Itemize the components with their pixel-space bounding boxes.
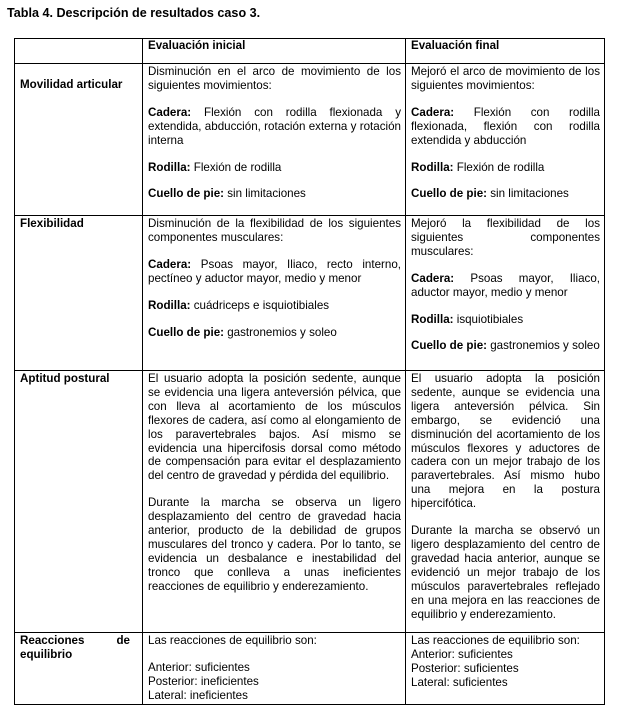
table-row — [15, 64, 605, 216]
cell-paragraph: Disminución en el arco de movimiento de los siguientes movimientos: — [148, 65, 401, 92]
cell-line: Las reacciones de equilibrio son: — [411, 634, 580, 647]
bold-term: Cuello de pie: — [411, 339, 488, 353]
cell-paragraph — [148, 326, 401, 340]
cell-paragraph — [411, 187, 600, 201]
cell-paragraph: El usuario adopta la posición sedente, aunque se evidencia una ligera anteversión pélvica. Sin embargo, se evidenció una disminución del acortamiento de los músculos flexores y aductores de cadera con un mejor trabajo de los paravertebrales. Así mismo hubo una mejora en la postura hipercifótica. — [411, 372, 600, 511]
cell-line: Anterior: suficientes — [148, 660, 250, 674]
bold-term: Cadera: — [148, 105, 192, 119]
cell-text: cuádriceps e isquiotibiales — [190, 298, 330, 312]
cell-paragraph: Disminución de la flexibilidad de los siguientes componentes musculares: — [148, 217, 401, 244]
cell-line: Posterior: suficientes — [411, 661, 519, 675]
cell-text: sin limitaciones — [224, 187, 306, 201]
cell-line: Anterior: suficientes — [411, 647, 513, 661]
table-row — [15, 216, 605, 371]
cell-text: sin limitaciones — [487, 187, 569, 201]
header-cell-final: Evaluación final — [406, 39, 605, 64]
row-label — [15, 371, 143, 633]
row-label-text: Reacciones de equilibrio — [20, 634, 130, 661]
bold-term: Rodilla: — [148, 160, 191, 174]
cell-paragraph: Mejoró el arco de movimiento de los siguientes movimientos: — [411, 65, 600, 92]
bold-term: Rodilla: — [411, 312, 454, 326]
initial-cell — [143, 633, 406, 705]
cell-line — [148, 648, 401, 661]
cell-line: Las reacciones de equilibrio son: — [148, 634, 317, 647]
row-label-text: Movilidad articular — [20, 78, 123, 91]
cell-paragraph — [148, 299, 401, 313]
cell-paragraph — [148, 187, 401, 201]
row-label — [15, 64, 143, 216]
cell-text: Flexión con rodilla flexionada y extendida, abducción, rotación externa y rotación interna — [148, 105, 401, 147]
initial-cell — [143, 371, 406, 633]
cell-line: Lateral: ineficientes — [148, 688, 248, 702]
bold-term: Cadera: — [411, 105, 455, 119]
cell-paragraph — [148, 161, 401, 175]
final-cell — [406, 371, 605, 633]
cell-text: isquiotibiales — [453, 312, 524, 326]
table-title: Tabla 4. Descripción de resultados caso 3. — [7, 6, 261, 20]
initial-cell — [143, 64, 406, 216]
cell-paragraph — [411, 313, 600, 327]
row-label-text: Aptitud postural — [20, 372, 110, 385]
bold-term: Rodilla: — [411, 160, 454, 174]
bold-term: Cadera: — [411, 271, 455, 285]
final-cell — [406, 633, 605, 705]
cell-paragraph: Mejoró la flexibilidad de los siguientes componentes musculares: — [411, 217, 600, 258]
final-cell — [406, 216, 605, 371]
cell-text: Psoas mayor, Iliaco, recto interno, pectíneo y aductor mayor, medio y menor — [148, 257, 401, 285]
results-table — [14, 38, 605, 705]
header-cell-initial: Evaluación inicial — [143, 39, 406, 64]
cell-paragraph: Durante la marcha se observó un ligero desplazamiento del centro de gravedad hacia anterior, aunque se evidenció un mejor trabajo de los músculos paravertebrales reflejado en una mejora en las reacciones de equilibrio y enderezamiento. — [411, 524, 600, 621]
bold-term: Cuello de pie: — [411, 187, 488, 201]
table-row — [15, 633, 605, 705]
row-label — [15, 633, 143, 705]
cell-text: Flexión de rodilla — [453, 160, 545, 174]
cell-text: gastronemios y soleo — [224, 325, 337, 339]
cell-paragraph: Durante la marcha se observa un ligero desplazamiento del centro de gravedad hacia anterior, producto de la debilidad de grupos musculares del tronco y cadera. Por lo tanto, se evidencia un desbalance e inestabilidad del tronco que conlleva a unas ineficientes reacciones de equilibrio y enderezamiento. — [148, 496, 401, 593]
bold-term: Cuello de pie: — [148, 187, 225, 201]
cell-paragraph — [411, 161, 600, 175]
row-label — [15, 216, 143, 371]
cell-text: Flexión con rodilla flexionada, flexión con rodilla extendida y abducción — [411, 105, 600, 147]
cell-line: Posterior: ineficientes — [148, 674, 259, 688]
cell-paragraph: El usuario adopta la posición sedente, aunque se evidencia una ligera anteversión pélvica, que con lleva al acortamiento de los músculos flexores de cadera, así como al elongamiento de los paravertebrales bajos. Así mismo se evidencia una hipercifosis dorsal como método de compensación para evitar el desplazamiento del centro de gravedad y pérdida del equilibrio. — [148, 372, 401, 483]
final-cell — [406, 64, 605, 216]
header-cell-empty — [15, 39, 143, 64]
cell-text: gastronemios y soleo — [487, 339, 600, 353]
cell-paragraph — [411, 272, 600, 300]
cell-paragraph — [411, 106, 600, 148]
cell-paragraph — [148, 258, 401, 286]
bold-term: Cadera: — [148, 257, 192, 271]
table-header-row — [15, 39, 605, 64]
cell-line: Lateral: suficientes — [411, 675, 508, 689]
initial-cell — [143, 216, 406, 371]
cell-text: Psoas mayor, Iliaco, aductor mayor, medio y menor — [411, 271, 600, 299]
bold-term: Rodilla: — [148, 298, 191, 312]
row-label-text: Flexibilidad — [20, 217, 84, 230]
cell-text: Flexión de rodilla — [190, 160, 282, 174]
cell-paragraph — [411, 339, 600, 353]
table-row — [15, 371, 605, 633]
bold-term: Cuello de pie: — [148, 325, 225, 339]
cell-paragraph — [148, 106, 401, 148]
